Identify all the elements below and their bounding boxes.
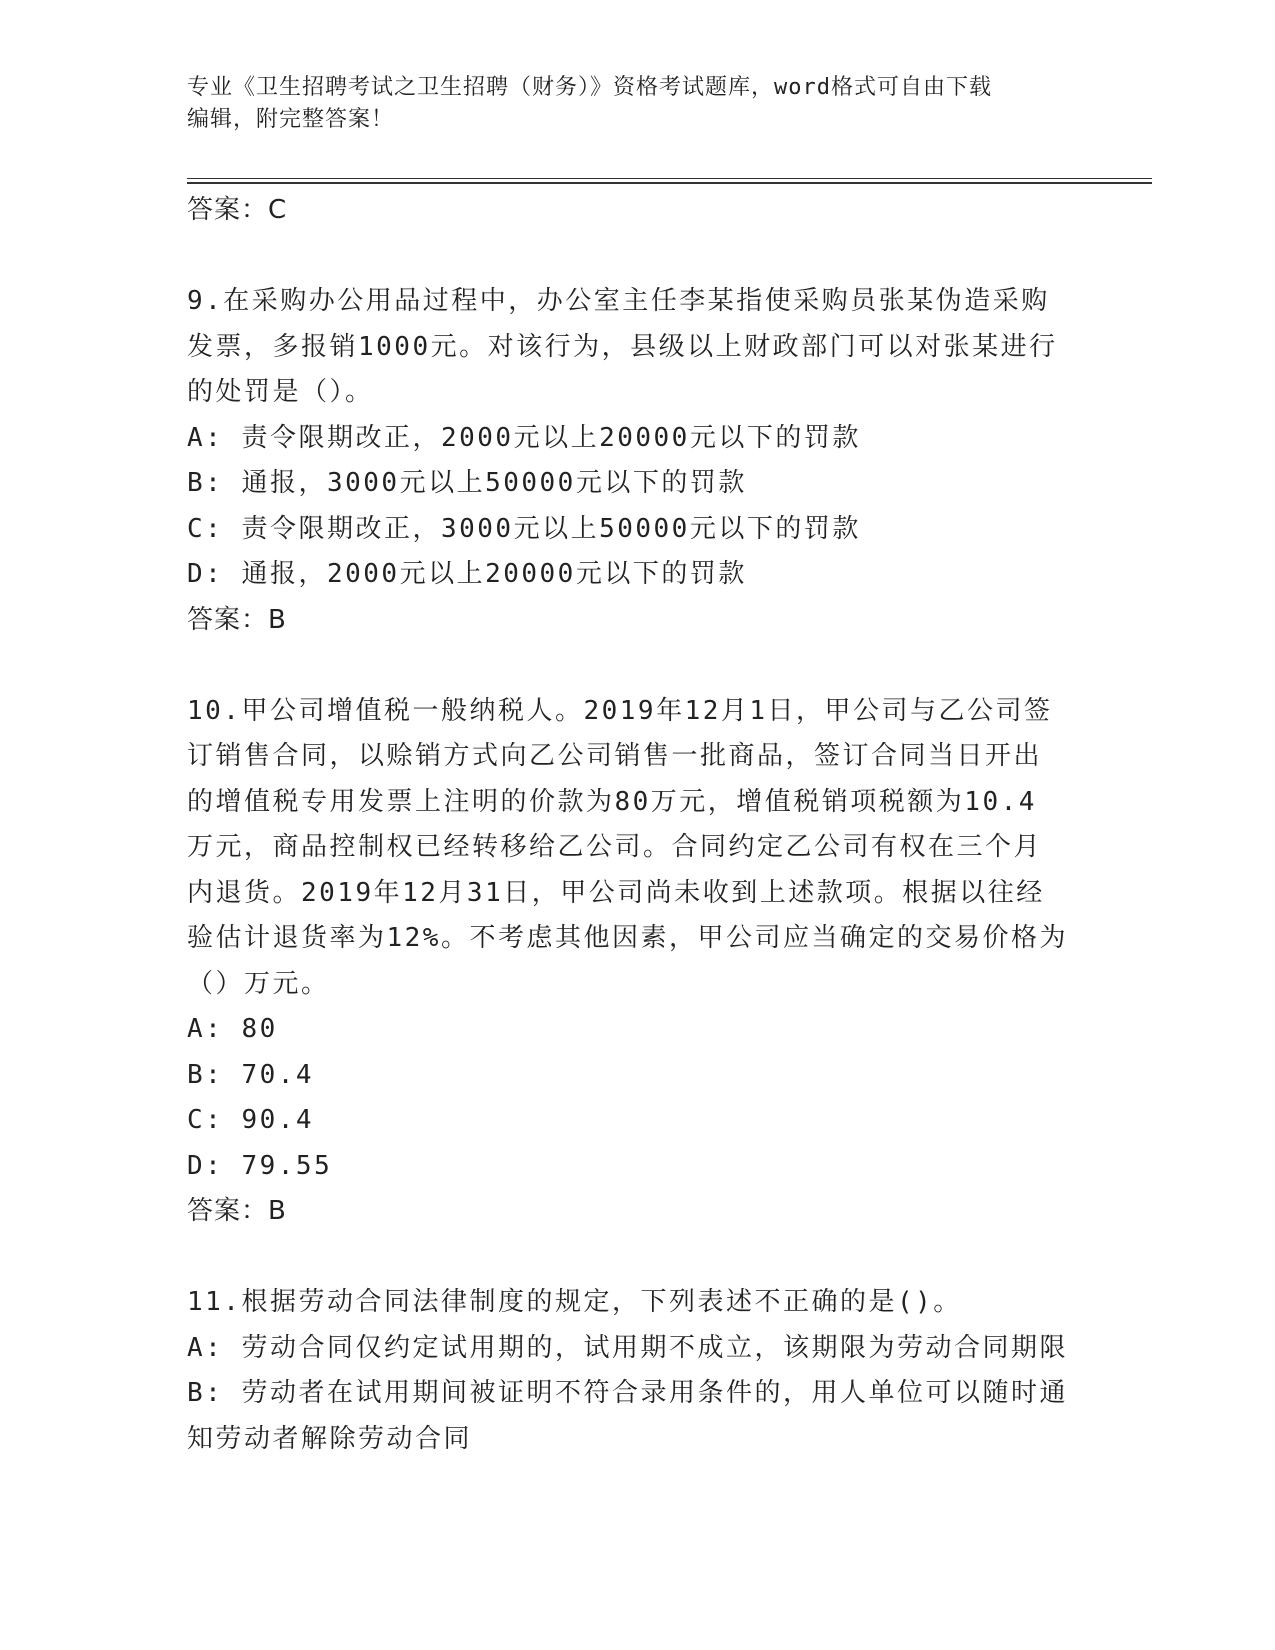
question-stem-line: 的增值税专用发票上注明的价款为80万元，增值税销项税额为10.4 (187, 786, 1037, 817)
option-a: A: 劳动合同仅约定试用期的，试用期不成立，该期限为劳动合同期限 (187, 1332, 1068, 1363)
question-10 (187, 689, 1087, 1235)
option-a: A: 80 (187, 1014, 278, 1044)
question-stem-line: 的处罚是（）。 (187, 377, 374, 407)
question-stem-line: 9.在采购办公用品过程中，办公室主任李某指使采购员张某伪造采购 (187, 286, 1050, 316)
option-b: B: 劳动者在试用期间被证明不符合录用条件的，用人单位可以随时通 (187, 1378, 1068, 1408)
option-b-continued: 知劳动者解除劳动合同 (187, 1423, 473, 1454)
option-c: C: 90.4 (187, 1105, 315, 1135)
question-stem-line: 万元，商品控制权已经转移给乙公司。合同约定乙公司有权在三个月 (187, 832, 1043, 862)
question-stem-line: 验估计退货率为12%。不考虑其他因素，甲公司应当确定的交易价格为 (187, 923, 1068, 953)
page-header (187, 72, 1087, 136)
document-body (187, 188, 1087, 1462)
question-11 (187, 1280, 1087, 1462)
question-stem-line: 内退货。2019年12月31日，甲公司尚未收到上述款项。根据以往经 (187, 877, 1045, 908)
spacer (187, 1235, 1087, 1281)
header-line-1: 专业《卫生招聘考试之卫生招聘（财务）》资格考试题库，word格式可自由下载 (187, 75, 992, 100)
previous-answer: 答案：C (187, 195, 288, 225)
question-9 (187, 279, 1087, 643)
option-a: A: 责令限期改正，2000元以上20000元以下的罚款 (187, 422, 861, 453)
question-stem-line: 11.根据劳动合同法律制度的规定，下列表述不正确的是()。 (187, 1287, 962, 1317)
option-b: B: 70.4 (187, 1059, 315, 1090)
spacer (187, 234, 1087, 280)
question-stem-line: 发票，多报销1000元。对该行为，县级以上财政部门可以对张某进行 (187, 331, 1058, 362)
header-line-2: 编辑，附完整答案！ (187, 107, 395, 132)
header-rule-thick (187, 182, 1152, 184)
spacer (187, 643, 1087, 689)
option-c: C: 责令限期改正，3000元以上50000元以下的罚款 (187, 513, 861, 544)
question-stem-line: 订销售合同，以赊销方式向乙公司销售一批商品，签订合同当日开出 (187, 741, 1043, 771)
option-d: D: 通报，2000元以上20000元以下的罚款 (187, 559, 747, 589)
header-rule-thin (187, 178, 1152, 179)
option-d: D: 79.55 (187, 1150, 333, 1181)
question-stem-line: （）万元。 (187, 968, 330, 999)
answer-line: 答案：B (187, 1196, 287, 1226)
answer-line: 答案：B (187, 604, 287, 635)
option-b: B: 通报，3000元以上50000元以下的罚款 (187, 468, 747, 498)
question-stem-line: 10.甲公司增值税一般纳税人。2019年12月1日，甲公司与乙公司签 (187, 695, 1053, 726)
